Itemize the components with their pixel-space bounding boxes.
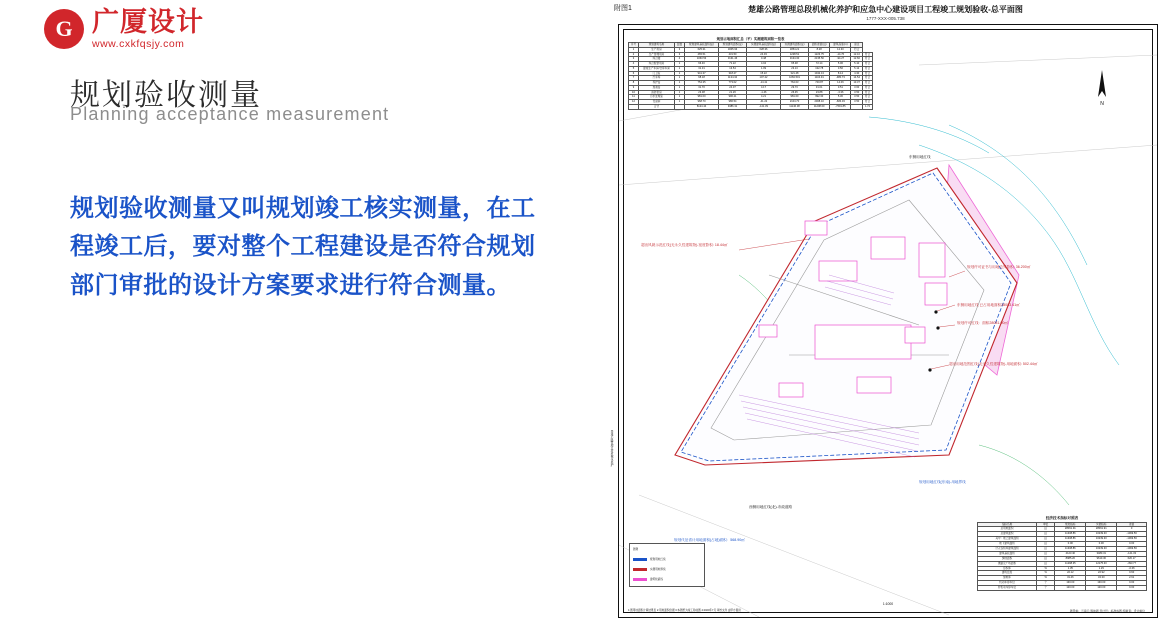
table-header-cell: 规划建筑面积(㎡) [719,43,747,48]
table-cell: 22.12 [1055,571,1086,576]
table-cell: 31.31 [684,66,718,71]
table-cell: -3.36 [830,90,851,95]
table-cell: 建筑基底面积 [978,551,1037,556]
table-cell: 8124.44 [684,104,718,109]
drawing-annotation: 规划代征省计用地面积(占地)面积：568.90㎡ [674,538,745,542]
drawing-subtitle: 1777-XXX-005.738 [866,16,905,21]
table-cell: 4.17 [746,85,780,90]
table-cell: 1 [675,90,685,95]
table-cell: 620.17 [1117,556,1147,561]
table-cell: % [1037,566,1055,571]
drawing-annotation: 超出风貌示范红线(无永久性建筑物)-宽度影积: 18.44㎡ [641,243,728,247]
north-label: N [1100,101,1104,107]
table-cell: 3.60 [851,85,863,90]
table-cell: 628.36 [746,47,780,52]
table-cell: -141.39 [746,104,780,109]
drawing-sheet [618,24,1158,618]
table-cell: 29.73 [781,85,809,90]
table-cell: 986.54 [719,100,747,105]
table-cell: 130.00 [1055,581,1086,586]
table-header-cell: 备注 [851,43,863,48]
logo-website-url: www.cxkfqsjy.com [92,38,185,51]
table-cell: ㎡ [1037,546,1055,551]
table-cell: 总建筑面积 [978,532,1037,537]
table-cell: 11146.38 [781,104,809,109]
table-cell [851,104,863,109]
table-cell: ㎡ [1037,561,1055,566]
table-cell: -0.06 [1117,566,1147,571]
table-header-cell: 层数 [675,43,685,48]
table-cell: 28061.91 [1055,527,1086,532]
table-cell: 0.00 [1086,542,1117,547]
table-cell: 12.10 [851,52,863,57]
table-header-cell: 规划指标 [1055,522,1086,527]
table-cell: 生产管理用房 [638,52,674,57]
legend-swatch-icon [633,568,647,571]
table-header-cell: 差值 [1117,522,1147,527]
table-cell: -684.03 [830,100,851,105]
table-cell: 1 [675,62,685,67]
table-cell: 1104.91 [808,76,830,81]
table-cell: 11338.86 [1055,532,1086,537]
table-cell: 建成生产车间/仓库车间 [638,66,674,71]
table-cell [629,104,639,109]
table-cell: 465.51 [684,52,718,57]
table-cell: 66.46 [684,62,718,67]
table-cell: 72.14 [808,62,830,67]
table-cell: 34.30 [1086,576,1117,581]
table-cell: 个 [1037,586,1055,591]
table-cell: 1063.53 [684,57,718,62]
table-cell: 773.02 [719,81,747,86]
table-row [629,104,873,109]
table-cell: -14.41 [746,81,780,86]
legend-swatch-icon [633,558,647,561]
table-cell: 计入容积率建筑面积 [978,546,1037,551]
table-cell: 综合配套用房 [638,62,674,67]
table-cell: 总用地面积 [978,527,1037,532]
table-cell: 符合 [862,71,872,76]
table-cell: 4 [675,57,685,62]
drawing-annotation: 规划许可证书与用地边界影积: 36.200㎡ [967,265,1031,269]
table-cell: 符合 [862,90,872,95]
table-cell: -1099.56 [1117,546,1147,551]
table-cell: 31.70 [684,85,718,90]
legend-box [629,543,705,587]
table-cell: 8.28 [808,47,830,52]
table-cell: 22.92 [1086,571,1117,576]
table-cell: 941.37 [684,71,718,76]
table-cell: ㎡ [1037,556,1055,561]
table-cell: % [1037,576,1055,581]
table-cell: 非机动车停车位 [978,586,1037,591]
table-cell: 120.00 [1055,586,1086,591]
drawing-annotation: 规划用地红线(东南)-用地界线 [919,480,966,484]
table-header-cell: 面积差值(㎡) [808,43,830,48]
table-cell: 981.00 [684,95,718,100]
economic-index-table-caption: 经济技术指标对照表 [1045,515,1079,520]
drawing-panel [608,0,1163,624]
legend-item [630,564,704,574]
table-cell: 130.00 [1086,581,1117,586]
table-cell: 2 [629,52,639,57]
table-cell: 14.06 [830,81,851,86]
table-cell: 68.18 [684,76,718,81]
table-cell: 996.21 [719,95,747,100]
legend-item-label: 规划用地红线 [650,558,666,561]
table-cell: 11338.86 [1055,546,1086,551]
table-cell: 13.54 [719,66,747,71]
table-cell: 容积率 [978,566,1037,571]
table-cell: 1 [675,71,685,76]
legend-swatch-icon [633,578,647,581]
drawing-title: 楚雄公路管理总段机械化养护和应急中心建设项目工程竣工规划验收-总平面图 [748,5,1023,14]
drawing-annotation: 西侧用地红线(北)-市政道路 [749,505,793,509]
table-cell: 12175.30 [1086,561,1117,566]
table-cell: 3134.30 [781,57,809,62]
table-cell: 4.30 [851,71,863,76]
table-cell: 28061.91 [1086,527,1117,532]
table-cell: 3 [675,47,685,52]
table-cell: 6 [629,71,639,76]
table-cell: 31.01 [808,85,830,90]
table-cell: 其中：地上建筑面积 [978,537,1037,542]
table-cell: 5.12 [851,66,863,71]
drawing-annotation: 东侧用地红线 已占用地面积28083.41㎡ [957,303,1020,307]
table-cell: 11 [629,95,639,100]
table-cell: 符合 [862,100,872,105]
table-cell: 1845.93 [719,47,747,52]
table-cell: -1099.56 [1117,537,1147,542]
table-cell: ㎡ [1037,532,1055,537]
table-header-cell: 建筑高度(m) [830,43,851,48]
table-cell: 4.04 [746,62,780,67]
north-arrow-svg [1095,69,1109,99]
table-cell: 符合 [862,62,872,67]
table-cell: 3.50 [851,100,863,105]
table-header-cell: 实测建筑基底面积(㎡) [746,43,780,48]
table-header-cell: 实测指标 [1086,522,1117,527]
table-cell: 0 [1117,527,1147,532]
table-cell: -980.73 [830,76,851,81]
table-cell: 污水处理室 [638,95,674,100]
table-cell: 12 [629,100,639,105]
table-cell: 321.48 [781,71,809,76]
page-subtitle: Planning acceptance measurement [70,104,390,124]
table-cell: 4.21 [746,95,780,100]
table-cell: 7 [629,76,639,81]
logo-mark-icon: G [44,9,84,49]
north-arrow-icon [1095,69,1109,107]
table-cell: 建筑密度 [978,571,1037,576]
table-cell: 0.60 [1117,571,1147,576]
table-cell: -41.22 [746,100,780,105]
table-cell: 11338.86 [1055,537,1086,542]
table-cell: 132.78 [808,66,830,71]
company-logo [44,8,204,50]
table-cell: ㎡ [1037,537,1055,542]
table-cell: 21.26 [719,90,747,95]
drawing-scale: 1:1000 [882,602,894,606]
table-cell: 10239.30 [1086,537,1117,542]
table-cell: 5.06 [830,62,851,67]
table-cell: 65.48 [781,62,809,67]
table-cell: -7691.85 [830,104,851,109]
table-cell: 764.03 [781,81,809,86]
table-cell: 1854.21 [781,47,809,52]
table-cell: 0.00 [1117,542,1147,547]
table-cell: 2008.10 [808,100,830,105]
table-cell: 1 [675,81,685,86]
table-cell: 1084.501 [781,76,809,81]
table-header-cell: 实测建筑面积(㎡) [781,43,809,48]
table-cell: 0.56 [830,66,851,71]
table-cell: 12.30 [830,47,851,52]
table-cell: 754.35 [684,81,718,86]
table-cell: 1 [675,95,685,100]
drawing-side-label: 楚雄公路管理总段机械化养护 [610,430,614,467]
table-cell: 1042.13 [808,71,830,76]
table-cell: 4 [629,62,639,67]
table-cell: % [1037,571,1055,576]
table-header-cell: 单位 [1037,522,1055,527]
table-cell: 14.54 [851,76,863,81]
table-cell: 个 [1037,581,1055,586]
legend-item-label: 建筑轮廓线 [650,578,663,581]
table-cell: 符合 [862,66,872,71]
figure-label: 附图1 [614,5,632,12]
table-cell: 8 [629,81,639,86]
table-cell: 23.13 [781,66,809,71]
table-cell: 3.50 [851,95,863,100]
drawing-annotation: 东侧用地红线 [909,155,931,159]
table-cell: 符合 [862,57,872,62]
table-cell: 9 [629,85,639,90]
table-cell: 绿地面积 [978,556,1037,561]
table-cell: 1228.51 [781,52,809,57]
table-cell: 加油站 [638,85,674,90]
logo-company-name: 广厦设计 [92,7,204,37]
table-cell: 740.87 [808,81,830,86]
table-cell: ㎡ [1037,527,1055,532]
table-cell: 1223.75 [808,52,830,57]
table-cell: 符合 [862,52,872,57]
table-cell: 1.74 [862,104,872,109]
table-cell: 合计 [638,104,674,109]
table-cell: 综合楼 [638,57,674,62]
table-cell: 地下建筑面积 [978,542,1037,547]
legend-item [630,554,704,564]
table-cell: 1 [675,76,685,81]
table-cell: 0.51 [830,85,851,90]
table-cell: 15.22 [746,71,780,76]
table-cell: 1 [629,47,639,52]
table-cell: 消防泵房 [638,90,674,95]
table-cell: 71.22 [719,62,747,67]
table-cell: 318.27 [719,71,747,76]
table-cell: 9610.30 [1086,556,1117,561]
table-cell: 120.00 [1086,586,1117,591]
table-cell: 汽车库 [638,76,674,81]
table-cell: 5.10 [851,62,863,67]
table-cell: 1 [675,85,685,90]
drawing-annotation: 超出用地范围红线(无永久性建筑物)-用地面积: 502.44㎡ [949,362,1038,366]
table-cell: 符合 [862,76,872,81]
table-cell: 31.46 [1055,576,1086,581]
table-cell: 符合 [862,81,872,86]
table-cell: 设备间 [638,100,674,105]
building-area-table-caption: 规划占地面积汇总（平）实测建筑面积一览表 [716,37,785,41]
table-cell: -141.33 [1117,551,1147,556]
table-cell: 0.00 [1117,586,1147,591]
table-cell: 1134.34 [719,76,747,81]
table-cell: 11208.00 [808,104,830,109]
legend-item [630,574,704,584]
drawing-footer-signature: 测量单：云南云·界地界 设计号：标准成图 绘制者：设计单位 [1069,608,1145,613]
table-cell: -1.46 [746,90,780,95]
table-header-cell: 序号 [629,43,639,48]
table-cell: 431.50 [719,52,747,57]
table-cell: 968.70 [684,100,718,105]
table-cell: 8985.20 [1055,556,1086,561]
table-cell: 道路及广场面积 [978,561,1037,566]
table-cell: 23.88 [808,90,830,95]
table-cell: 23.38 [684,90,718,95]
building-area-table [628,34,873,110]
legend-items [630,554,704,584]
table-cell: 1.09 [746,66,780,71]
table-cell: 9486.31 [719,104,747,109]
table-cell: 4123.40 [1055,551,1086,556]
table-cell: 5.30 [830,95,851,100]
body-paragraph-text: 规划验收测量又叫规划竣工核实测量，在工程竣工后，要对整个工程建设是否符合规划部门审批的设计方案要求进行符合测量。 [70,196,536,299]
table-cell: 24.07 [719,85,747,90]
table-cell: 3131.46 [719,57,747,62]
table-cell: -1099.56 [1117,532,1147,537]
table-cell: 24.03 [746,52,780,57]
table-cell: 5 [629,66,639,71]
drawing-footer-notes: 1:图用地面积计算结果表 2:用地面积依据 3:本图纸为竣工验收图 4:2020年7月 审核文件 由甲方提供 [628,609,741,613]
table-cell: 1.29 [1086,566,1117,571]
table-cell: 3 [629,57,639,62]
page-title: 规划验收测量 [70,79,262,112]
table-cell: 0.00 [1117,581,1147,586]
table-cell: 10239.30 [1086,546,1117,551]
table-cell: 3480.31 [1086,551,1117,556]
table-cell: 11298.35 [1055,561,1086,566]
table-cell: 养护站 [638,81,674,86]
table-header-cell: 规划建筑基底面积(㎡) [684,43,718,48]
table-header-cell: 指标名称 [978,522,1037,527]
table-cell: 门卫室 [638,71,674,76]
table-cell: 26.45 [781,90,809,95]
table-cell: -393.77 [1117,561,1147,566]
table-cell: 12.60 [851,57,863,62]
table-cell: -94.27 [830,57,851,62]
table-cell: 符合 [862,85,872,90]
table-cell: 625.31 [684,47,718,52]
legend-item-label: 实测用地界线 [650,568,666,571]
table-cell: -14.76 [830,52,851,57]
table-cell: 2104.70 [781,100,809,105]
table-cell: 10239.30 [1086,532,1117,537]
economic-index-table [977,515,1147,591]
table-cell: 1 [675,100,685,105]
drawing-annotation: 规划许可红线：面积28081.00㎡ [957,321,1008,325]
table-cell: 981.00 [781,95,809,100]
table-cell: 10 [629,90,639,95]
table-cell: 0.48 [746,57,780,62]
table-row [978,586,1147,591]
table-cell: 0.00 [1055,542,1086,547]
legend-title: 图例 [633,548,639,551]
table-cell: ㎡ [1037,542,1055,547]
table-cell: 绿地率 [978,576,1037,581]
table-cell: 1 [675,66,685,71]
table-cell: 1.35 [1055,566,1086,571]
table-cell [675,104,685,109]
table-cell: 3.50 [851,90,863,95]
table-cell: 2.91 [1117,576,1147,581]
body-paragraph [70,190,540,305]
table-cell: 符合 [862,95,872,100]
table-cell: 8.14 [830,71,851,76]
table-cell: 2135.50 [808,57,830,62]
table-cell: 107.22 [746,76,780,81]
table-cell: 生产用房 [638,47,674,52]
table-cell: 992.30 [808,95,830,100]
table-cell: 3 [675,52,685,57]
table-cell: 机动车停车位 [978,581,1037,586]
table-header-cell: 规划建筑名称 [638,43,674,48]
table-cell: 13.37 [851,81,863,86]
table-cell: ㎡ [1037,551,1055,556]
table-cell: 符合 [851,47,863,52]
